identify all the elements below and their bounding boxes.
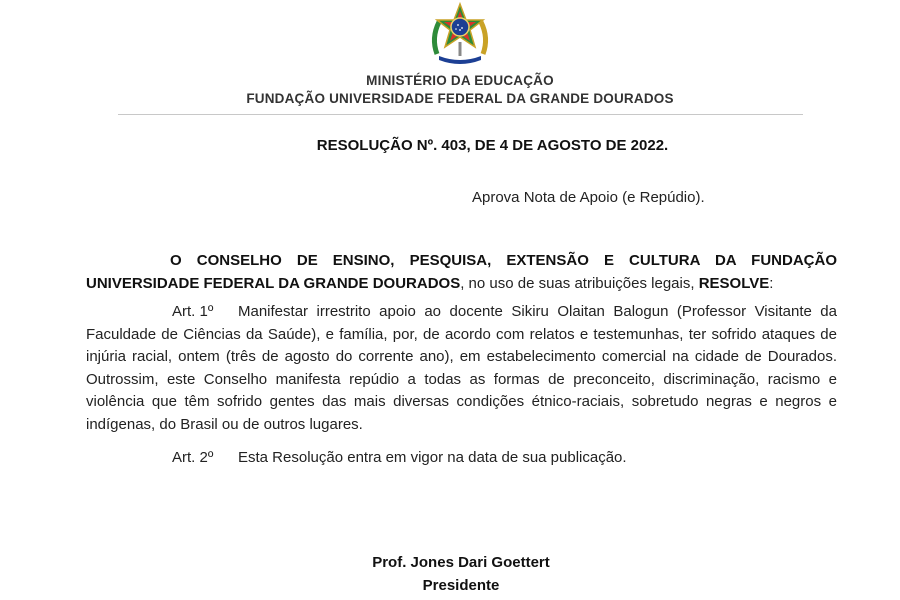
preamble-text: , no uso de suas atribuições legais, xyxy=(460,274,699,292)
article-2-text: Esta Resolução entra em vigor na data de sua publicação. xyxy=(238,449,627,466)
preamble-colon: : xyxy=(769,274,774,292)
resolution-summary: Aprova Nota de Apoio (e Repúdio). xyxy=(472,189,705,206)
article-1-text: Manifestar irrestrito apoio ao docente Sikiru Olaitan Balogun (Professor Visitante da Faculdade de Ciências da Saúde), e família, por, de acordo com relatos e testemunhas, ter sofrido ataques de injúria racial, ontem (três de agosto do corrente ano), em estabelecimento comercial na cidade de Dourados. Outrossim, este Conselho manifesta repúdio a todas as formas de preconceito, discriminação, racismo e violência que têm sofrido gentes das mais diversas condições étnico-raciais, sobretudo negras e negros e indígenas, do Brasil ou de outros lugares. xyxy=(86,303,837,433)
resolve-keyword: RESOLVE xyxy=(698,274,770,292)
coat-of-arms-icon xyxy=(427,2,493,68)
preamble-paragraph xyxy=(86,250,837,295)
signatory-role: Presidente xyxy=(422,577,500,594)
header-divider xyxy=(118,114,803,115)
article-1-number: Art. 1º xyxy=(172,303,214,320)
article-2-number: Art. 2º xyxy=(172,449,214,466)
signatory-name: Prof. Jones Dari Goettert xyxy=(372,554,550,571)
resolution-title: RESOLUÇÃO Nº. 403, DE 4 DE AGOSTO DE 2022. xyxy=(316,137,669,154)
institution-heading: FUNDAÇÃO UNIVERSIDADE FEDERAL DA GRANDE DOURADOS xyxy=(246,91,674,106)
council-name: O CONSELHO DE ENSINO, PESQUISA, EXTENSÃO E CULTURA DA FUNDAÇÃO UNIVERSIDADE FEDERAL DA GRANDE DOURADOS xyxy=(86,252,837,292)
ministry-heading: MINISTÉRIO DA EDUCAÇÃO xyxy=(366,73,554,88)
article-2 xyxy=(86,447,837,470)
article-1 xyxy=(86,301,837,437)
